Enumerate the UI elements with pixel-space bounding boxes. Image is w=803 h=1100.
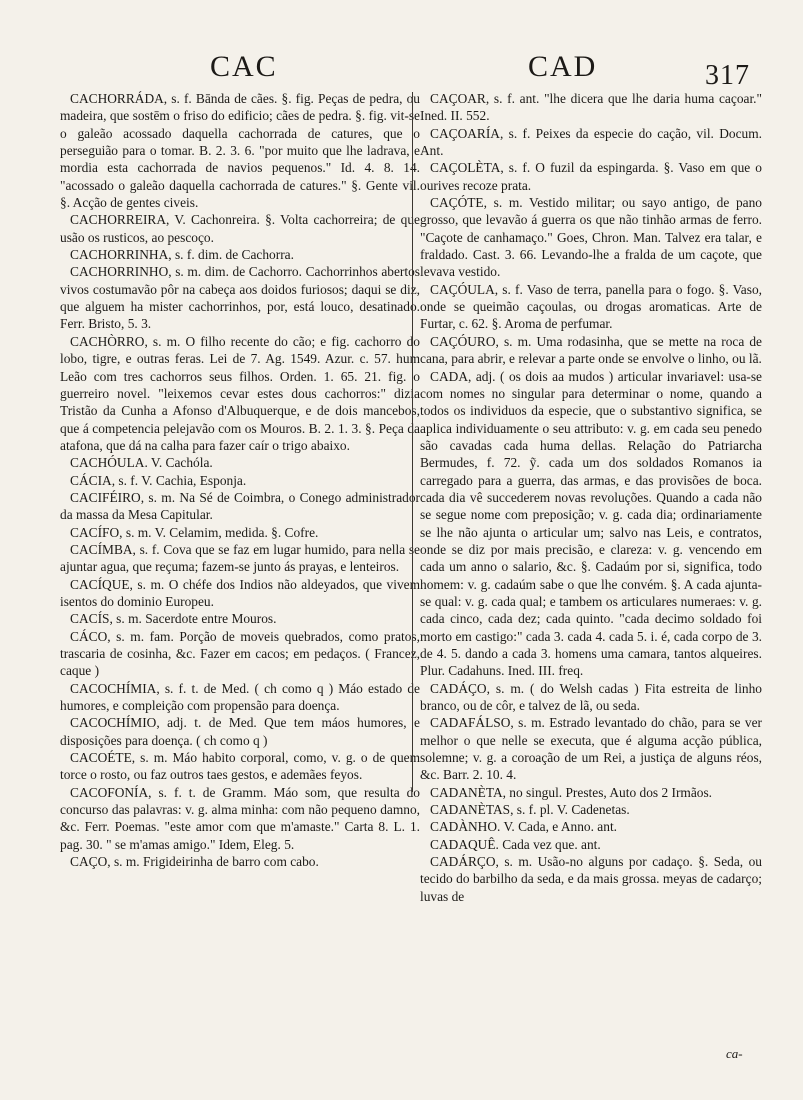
entry: CADÁÇO, s. m. ( do Welsh cadas ) Fita estreita de linho branco, ou de côr, e talvez de lã, ou seda.: [420, 680, 762, 714]
entry: CACOCHÍMIA, s. f. t. de Med. ( ch como q ) Máo estado de humores, e compleição com propensão para doença.: [60, 680, 420, 714]
entry: CAÇOLÈTA, s. f. O fuzil da espingarda. §. Vaso em que o ourives recoze prata.: [420, 160, 762, 193]
entry: CAÇÓULA, s. f. Vaso de terra, panella para o fogo. §. Vaso, onde se queimão caçoulas, ou drogas aromaticas. Arte de Furtar, c. 62. §. Aroma de perfumar.: [420, 281, 762, 332]
entry: CADANÈTA, no singul. Prestes, Auto dos 2 Irmãos.: [430, 784, 713, 800]
catchword: ca-: [726, 1046, 743, 1061]
entry: CADAFÁLSO, s. m. Estrado levantado do chão, para se ver melhor o que nelle se executa, que é alguma acção pública, solemne; v. g. a coroação de um Rei, a justiça de alguns réos, &c. Barr. 2. 10. 4.: [420, 715, 762, 783]
entry: CACHORRINHO, s. m. dim. de Cachorro. Cachorrinhos abertos vivos costumavão pôr na cabeça aos doidos furiosos; daqui se diz, que alguem ha mister cachorrinhos, por, está louco, desatinado. Ferr. Bristo, 5. 3.: [60, 264, 420, 332]
page-number: 317: [705, 60, 750, 91]
entry: CÁCIA, s. f. V. Cachia, Esponja.: [70, 472, 247, 488]
entry: CACHÒRRO, s. m. O filho recente do cão; e fig. cachorro do lobo, tigre, e outras feras. Lei de 7. Ag. 1549. Azur. c. 57. hum Leão com tres cachorros seus filhos. Orden. 1. 65. 21. fig. o guerreiro novel. "leixemos cevar estes dous cachorros:" dizia Tristão da Cunha a Afonso d'Albuquerque, e de dois mancebos, que á competencia pelejavão com os Mouros. B. 2. 1. 3. §. Peça da atafona, que dá na calha para fazer caír o trigo abaixo.: [60, 333, 420, 453]
running-head-center: CAD: [528, 50, 598, 83]
entry: CACÍS, s. m. Sacerdote entre Mouros.: [70, 611, 277, 627]
entry: CACIFÉIRO, s. m. Na Sé de Coimbra, o Conego administrador da massa da Mesa Capitular.: [60, 489, 420, 523]
entry: CACOÉTE, s. m. Máo habito corporal, como, v. g. o de quem torce o rosto, ou faz outros taes gestos, e ademães feyos.: [60, 750, 420, 783]
entry: CACOFONÍA, s. f. t. de Gramm. Máo som, que resulta do concurso das palavras: v. g. alma minha: com não pequeno damno, &c. Ferr. Poemas. "este amor com que m'amaste." Carta 8. L. 1. pag. 30. " se m'amas amigo." Idem, Eleg. 5.: [60, 784, 420, 852]
entry: CAÇÓTE, s. m. Vestido militar; ou sayo antigo, de pano grosso, que levavão á guerra os que não tinhão armas de ferro. "Caçote de canhamaço." Goes, Chron. Man. Talvez era talar, e fraldado. Cast. 3. 66. Levando-lhe a fralda de um caçote, que levava vestido.: [420, 195, 762, 280]
left-column: [60, 90, 420, 870]
entry: CADÀNHO. V. Cada, e Anno. ant.: [430, 819, 618, 835]
entry: CADÁRÇO, s. m. Usão-no alguns por cadaço. §. Seda, ou tecido do barbilho da seda, e da mais grossa. meyas de cadarço; luvas de: [420, 854, 762, 904]
right-column: [420, 90, 762, 905]
entry: CACHORREIRA, V. Cachonreira. §. Volta cachorreira; de que usão os rusticos, ao pescoço.: [60, 212, 420, 245]
entry: CAÇÓURO, s. m. Uma rodasinha, que se mette na roca de cana, para abrir, e relevar a parte onde se envolve o linho, ou lã.: [420, 333, 762, 367]
entry: CAÇOAR, s. f. ant. "lhe dicera que lhe daria huma caçoar." Ined. II. 552.: [420, 91, 762, 124]
entry: CACÍFO, s. m. V. Celamim, medida. §. Cofre.: [70, 524, 319, 540]
entry: CÁCO, s. m. fam. Porção de moveis quebrados, como pratos, trascaria de cosinha, &c. Fazer em cacos; em pedaços. ( Francez, caque ): [60, 628, 420, 679]
entry: CACHORRINHA, s. f. dim. de Cachorra.: [70, 247, 294, 263]
entry: CACHÓULA. V. Cachóla.: [70, 455, 213, 471]
entry: CADANÈTAS, s. f. pl. V. Cadenetas.: [430, 802, 630, 818]
entry: CACÍMBA, s. f. Cova que se faz em lugar humido, para nella se ajuntar agua, que reçuma; fazem-se junto ás prayas, e lenteiros.: [60, 541, 420, 575]
entry: CACOCHÍMIO, adj. t. de Med. Que tem máos humores, e disposições para doença. ( ch como q ): [60, 715, 420, 748]
column-divider: [412, 92, 413, 792]
running-head-left: CAC: [210, 50, 278, 83]
entry: CACHORRÁDA, s. f. Bānda de cães. §. fig. Peças de pedra, ou madeira, que sostēm o friso do edificio; cães de pedra. §. fig. vit-se o galeão acossado daquella cachorrada de catures, que o perseguião para o tomar. B. 2. 3. 6. "por muito que lhe ladrava, e mordia esta cachorrada de navios pequenos." Id. 4. 8. 14. "acossado o galeão daquella cachorrada de catures." §. Gente vil. §. Acção de gentes civeis.: [60, 91, 420, 211]
entry: CADA, adj. ( os dois aa mudos ) articular invariavel: usa-se com nomes no singular para determinar o nome, quando a todos os individuos da especie, que o substantivo significa, se aplica individuamente o seu attributo: v. g. em cada seu penedo são cavadas cada huma dellas. Relação do Patriarcha Bermudes, f. 72. ỹ. cada um dos soldados Romanos ia carregado para a guerra, das armas, e das provisões de boca. cada dia vê succederem novas revoluções. Quando a cada não se segue nome com preposição; v. g. cada dia; ordinariamente se lhe não ajunta o articular um; salvo nas Leis, e contratos, onde se diz por mais precisão, e clareza: v. g. vencendo em cada um anno o salario, &c. §. Cadaúm por si, significa, todo homem: v. g. cadaúm sabe o que lhe convém. §. A cada ajunta-se qual: v. g. cada qual; e tambem os articulares numeraes: v. g. cada cinco, cada dez; cada quinto. "cada decimo soldado foi morto em castigo:" cada 3. cada 4. cada 5. i. é, cada corpo de 3. de 4. 5. dando a cada 3. homens uma camara, tantos alqueires. Plur. Cadahuns. Ined. III. freq.: [420, 368, 762, 679]
entry: CAÇOARÍA, s. f. Peixes da especie do cação, vil. Docum. Ant.: [420, 125, 762, 159]
entry: CADAQUÊ. Cada vez que. ant.: [430, 836, 601, 852]
entry: CACÍQUE, s. m. O chéfe dos Indios não aldeyados, que vivem isentos do dominio Europeu.: [60, 576, 420, 609]
entry: CAÇO, s. m. Frigideirinha de barro com cabo.: [70, 854, 319, 870]
